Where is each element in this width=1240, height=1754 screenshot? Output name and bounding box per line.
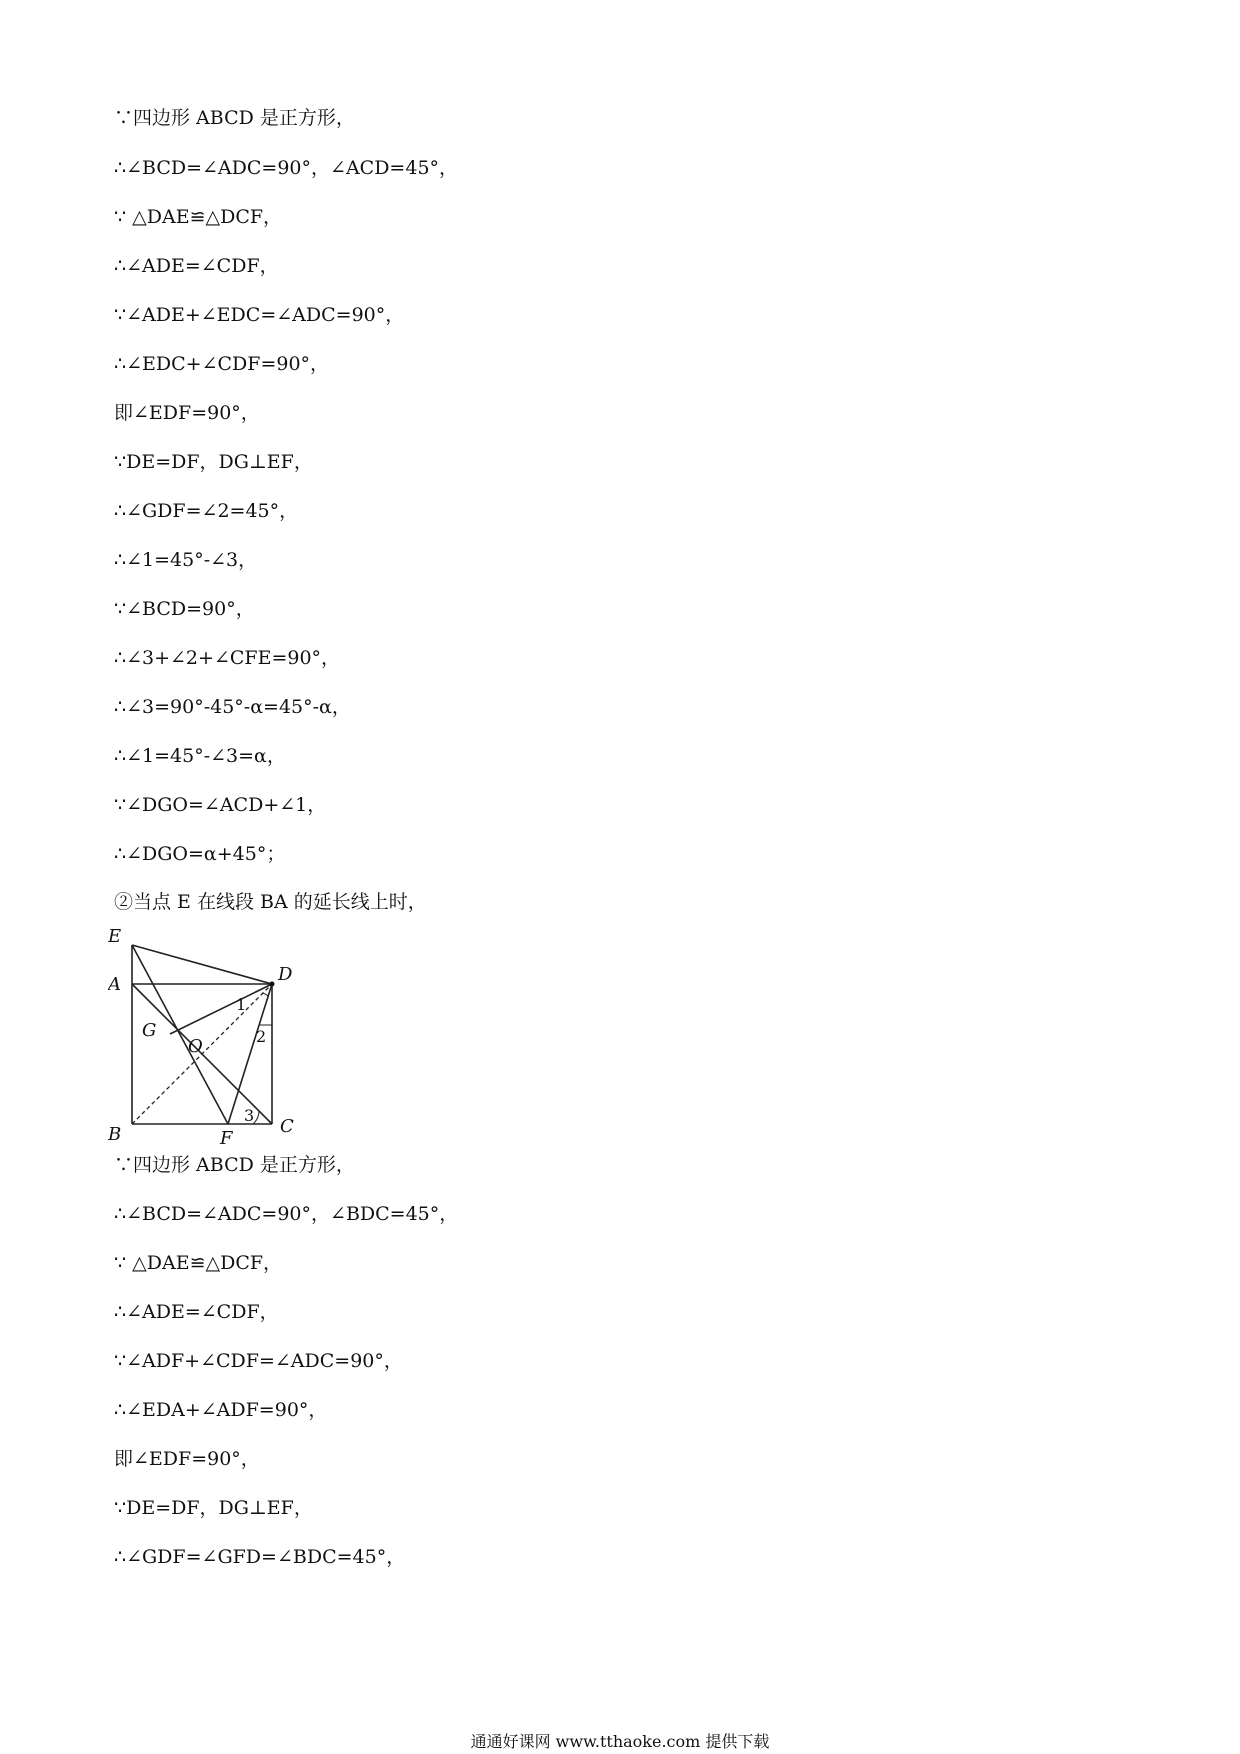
proof-line: ∵四边形 ABCD 是正方形， xyxy=(114,1154,355,1176)
label-C: C xyxy=(280,1116,294,1137)
proof-line: ∴∠GDF=∠2=45°， xyxy=(114,500,299,522)
proof-line: ∵∠ADF+∠CDF=∠ADC=90°， xyxy=(114,1350,403,1372)
proof-line: ∴∠1=45°-∠3=α， xyxy=(114,745,286,767)
label-B: B xyxy=(108,1124,122,1144)
proof-line: ∴∠BCD=∠ADC=90°，∠BDC=45°， xyxy=(114,1203,459,1225)
angle-1-arc xyxy=(262,993,268,996)
label-G: G xyxy=(142,1020,157,1041)
label-angle-2: 2 xyxy=(256,1027,267,1046)
page-footer: 通通好课网 www.tthaoke.com 提供下载 xyxy=(470,1732,770,1751)
proof-line: ∴∠ADE=∠CDF， xyxy=(114,255,279,277)
point-D-dot xyxy=(270,982,275,987)
proof-line: ∴∠BCD=∠ADC=90°，∠ACD=45°， xyxy=(114,157,459,179)
proof-line: ∴∠GDF=∠GFD=∠BDC=45°， xyxy=(114,1546,406,1568)
label-angle-1: 1 xyxy=(236,995,247,1014)
proof-line: ∵∠DGO=∠ACD+∠1， xyxy=(114,794,327,816)
segment-ED xyxy=(132,945,272,984)
proof-line: ∵四边形 ABCD 是正方形， xyxy=(114,107,355,129)
label-O: O xyxy=(188,1036,203,1057)
proof-line: ∵∠ADE+∠EDC=∠ADC=90°， xyxy=(114,304,405,326)
case-heading: ②当点 E 在线段 BA 的延长线上时， xyxy=(114,891,427,913)
proof-line: ∴∠1=45°-∠3， xyxy=(114,549,258,571)
label-angle-3: 3 xyxy=(244,1106,255,1125)
label-E: E xyxy=(108,926,122,947)
proof-line: ∴∠DGO=α+45°； xyxy=(114,843,286,865)
label-F: F xyxy=(220,1128,233,1144)
proof-line: ∵ △DAE≌△DCF， xyxy=(114,206,283,228)
proof-line: ∴∠EDA+∠ADF=90°， xyxy=(114,1399,328,1421)
proof-line: ∵ △DAE≌△DCF， xyxy=(114,1252,283,1274)
proof-line: ∵∠BCD=90°， xyxy=(114,598,255,620)
proof-line: 即∠EDF=90°， xyxy=(114,1448,260,1470)
label-D: D xyxy=(278,964,293,985)
proof-line: ∴∠3=90°-45°-α=45°-α， xyxy=(114,696,351,718)
proof-line: ∴∠3+∠2+∠CFE=90°， xyxy=(114,647,341,669)
proof-line: ∴∠ADE=∠CDF， xyxy=(114,1301,279,1323)
proof-line: 即∠EDF=90°， xyxy=(114,402,260,424)
label-A: A xyxy=(108,974,121,995)
proof-line: ∵DE=DF，DG⊥EF， xyxy=(114,451,313,473)
proof-line: ∵DE=DF，DG⊥EF， xyxy=(114,1497,313,1519)
geometry-figure xyxy=(108,924,304,1144)
proof-line: ∴∠EDC+∠CDF=90°， xyxy=(114,353,330,375)
